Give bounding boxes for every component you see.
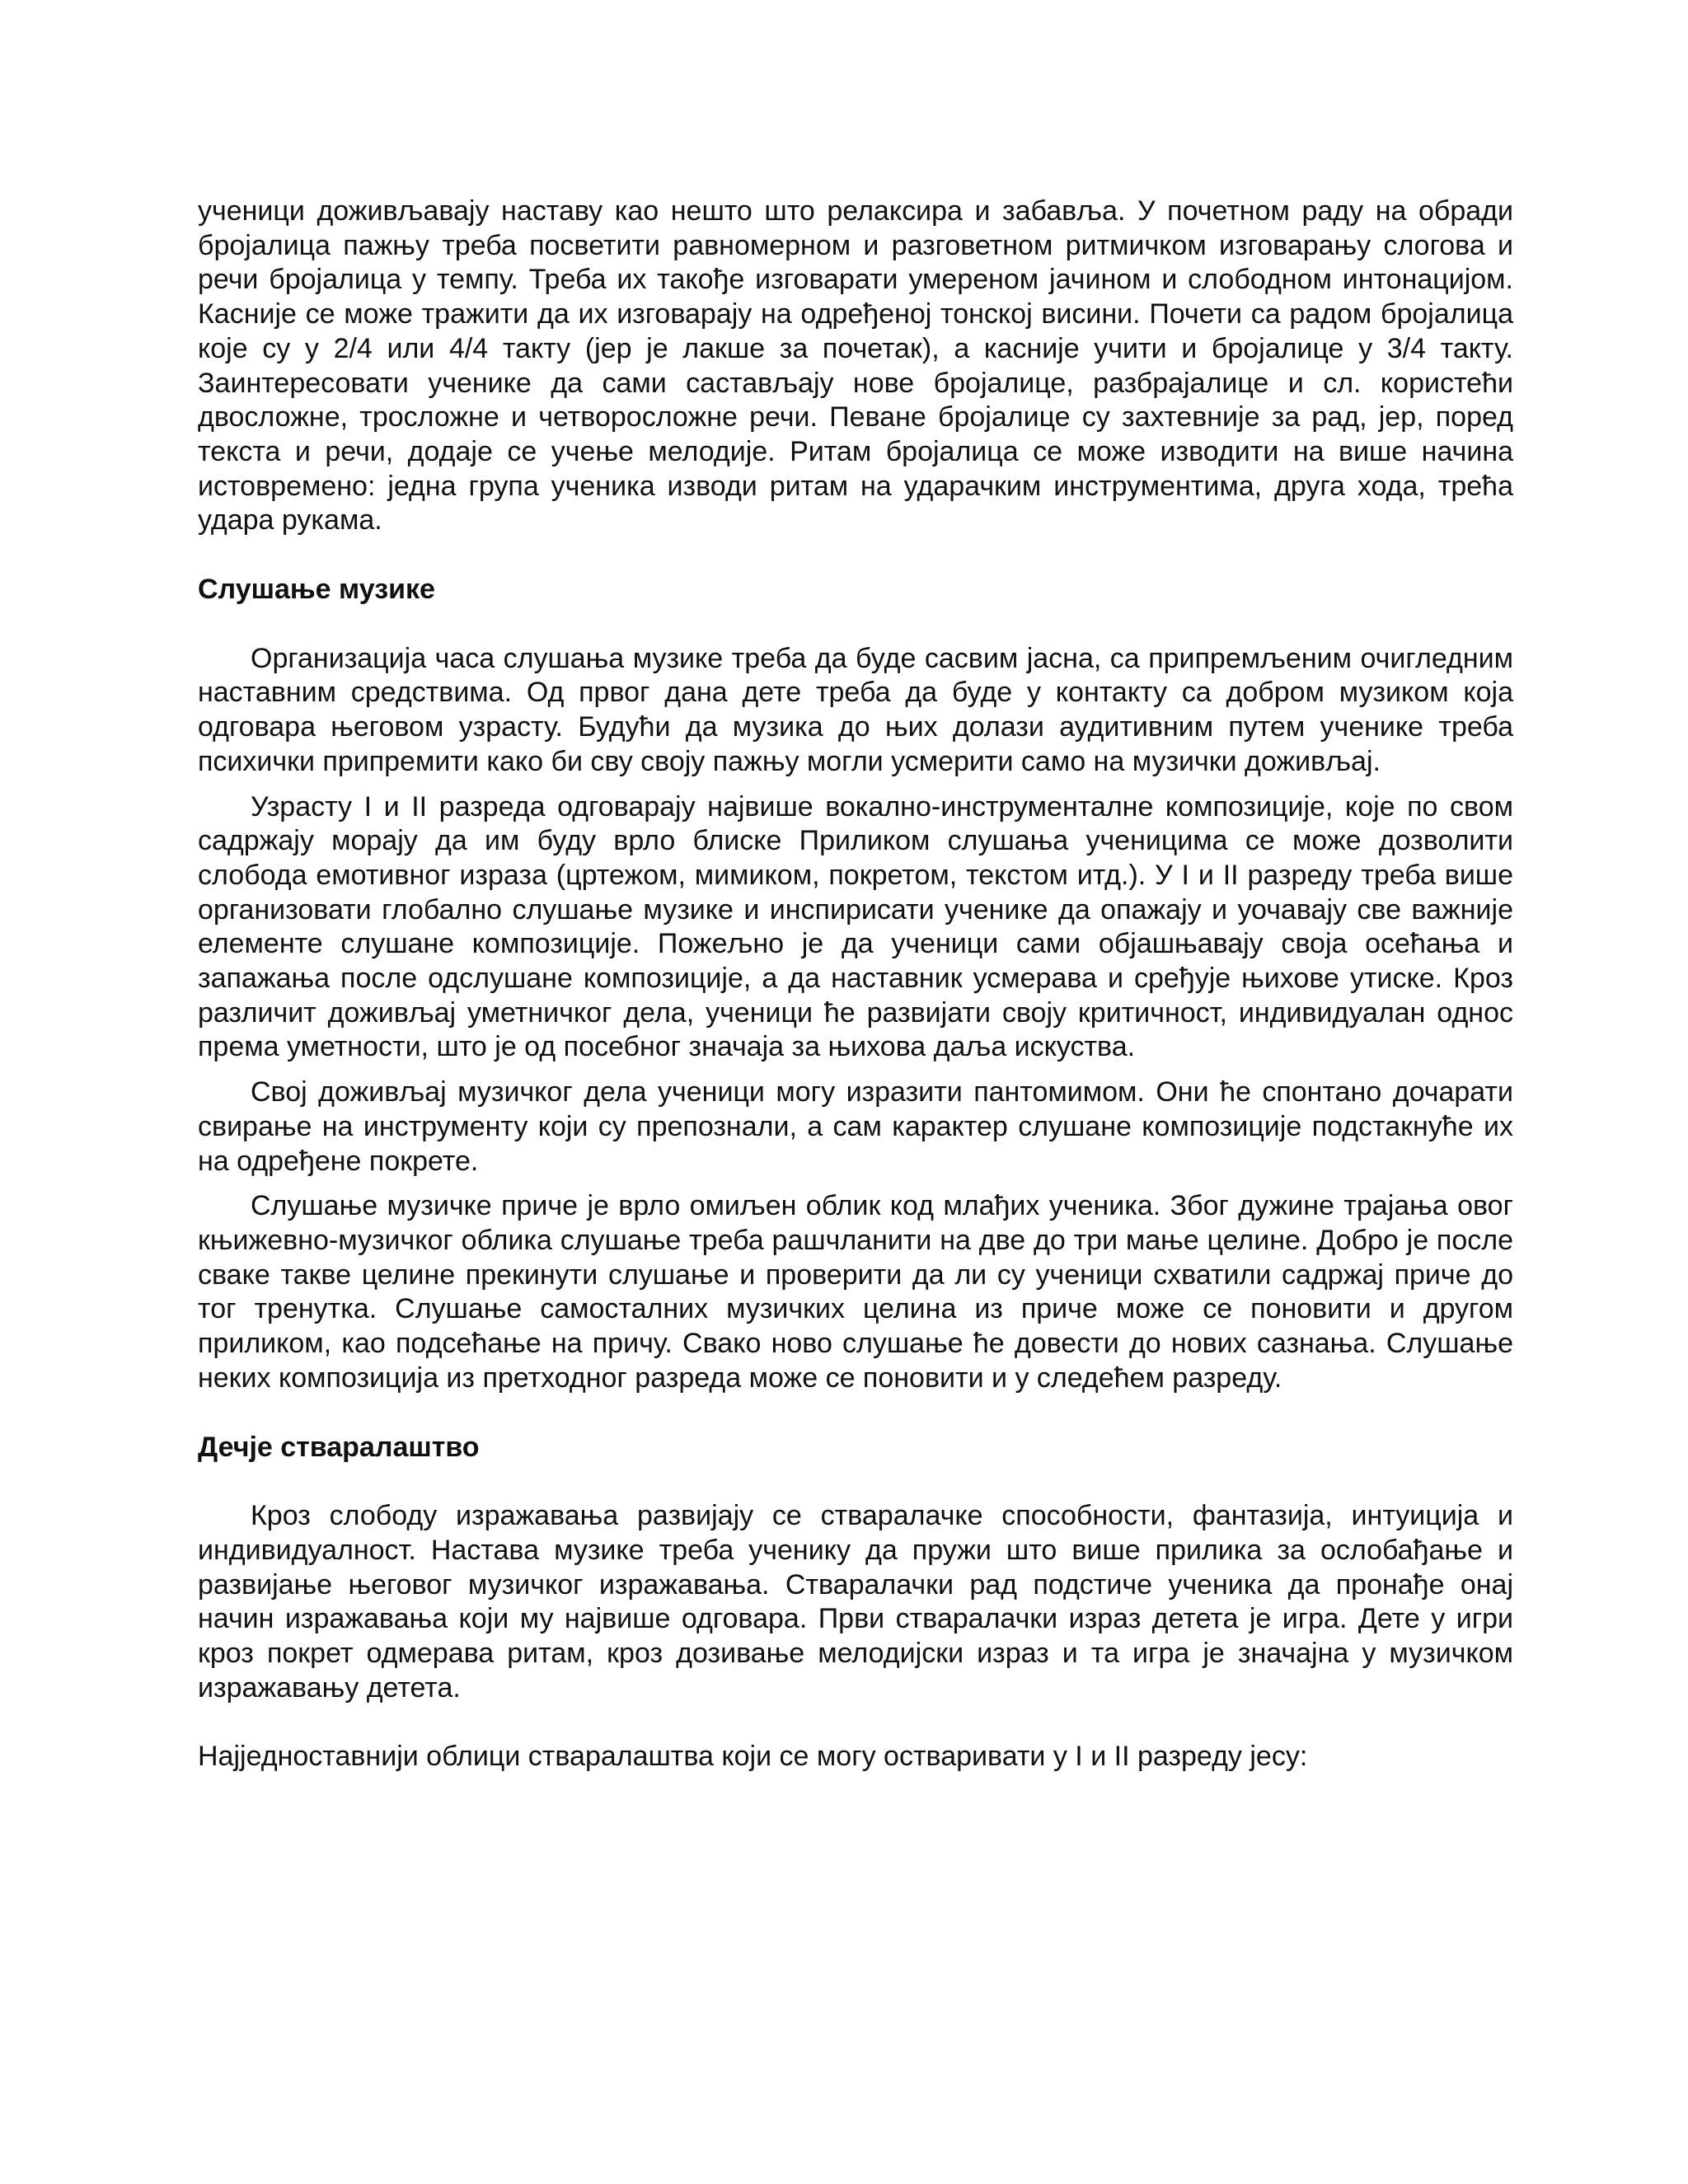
heading-music-listening: Слушање музике [198, 574, 435, 606]
creativity-paragraph-1: Кроз слободу изражавања развијају се стваралачке способности, фантазија, интуиција и индивидуалност. Настава музике треба ученику да пружи што више прилика за ослобађање и развијање његовог музичког изражавања. Стваралачки рад подстиче ученика да пронађе онај начин изражавања који му највише одговара. Први стваралачки израз детета је игра. Дете у игри кроз покрет одмерава ритам, кроз дозивање мелодијски израз и та игра је значајна у музичком изражавању детета. [198, 1500, 1513, 1704]
listening-paragraph-2: Узрасту I и II разреда одговарају највише вокално-инструменталне композиције, које по свом садржају морају да им буду врло блиске Приликом слушања ученицима се може дозволити слобода емотивног израза (цртежом, мимиком, покретом, текстом итд.). У I и II разреду треба више организовати глобално слушање музике и инспирисати ученике да опажају и уочавају све важније елементе слушане композиције. Пожељно је да ученици сами објашњавају своја осећања и запажања после одслушане композиције, а да наставник усмерава и сређује њихове утиске. Кроз различит доживљај уметничког дела, ученици ће развијати своју критичност, индивидуалан однос према уметности, што је од посебног значаја за њихова даља искуства. [198, 790, 1513, 1063]
document-page [198, 194, 1513, 1774]
heading-children-creativity: Дечје стваралаштво [198, 1431, 480, 1463]
listening-paragraph-4: Слушање музичке приче је врло омиљен облик код млађих ученика. Због дужине трајања овог књижевно-музичког облика слушање треба рашчланити на две до три мање целине. Добро је после сваке такве целине прекинути слушање и проверити да ли су ученици схватили садржај приче до тог тренутка. Слушање самосталних музичких целина из приче може се поновити и другом приликом, као подсећање на причу. Свако ново слушање ће довести до нових сазнања. Слушање неких композиција из претходног разреда може се поновити и у следећем разреду. [198, 1190, 1513, 1394]
listening-paragraph-1: Организација часа слушања музике треба да буде сасвим јасна, са припремљеним очигледним наставним средствима. Од првог дана дете треба да буде у контакту са добром музиком која одговара његовом узрасту. Будући да музика до њих долази аудитивним путем ученике треба психички припремити како би сву своју пажњу могли усмерити само на музички доживљај. [198, 642, 1513, 777]
listening-paragraph-3: Свој доживљај музичког дела ученици могу изразити пантомимом. Они ће спонтано дочарати свирање на инструменту који су препознали, а сам карактер слушане композиције подстакнуће их на одређене покрете. [198, 1076, 1513, 1177]
intro-paragraph: ученици доживљавају наставу као нешто што релаксира и забавља. У почетном раду на обради бројалица пажњу треба посветити равномерном и разговетном ритмичком изговарању слогова и речи бројалица у темпу. Треба их такође изговарати умереном јачином и слободном интонацијом. Касније се може тражити да их изговарају на одређеној тонској висини. Почети са радом бројалица које су у 2/4 или 4/4 такту (јер је лакше за почетак), а касније учити и бројалице у 3/4 такту. Заинтересовати ученике да сами састављају нове бројалице, разбрајалице и сл. користећи двосложне, тросложне и четворосложне речи. Певане бројалице су захтевније за рад, јер, поред текста и речи, додаје се учење мелодије. Ритам бројалица се може изводити на више начина истовремено: једна група ученика изводи ритам на ударачким инструментима, друга хода, трећа удара рукама. [198, 195, 1513, 537]
creativity-closing-line: Најједноставнији облици стваралаштва који се могу остваривати у I и II разреду јесу: [198, 1741, 1308, 1773]
